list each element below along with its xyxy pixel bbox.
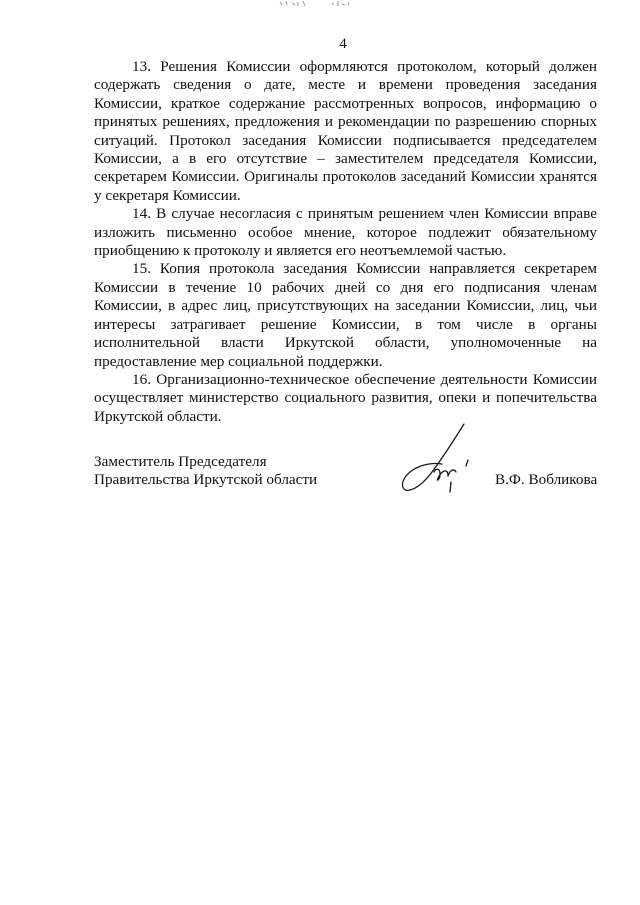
paragraph-14: 14. В случае несогласия с принятым решением член Комиссии вправе изложить письменно особое мнение, которое подлежит обязательному приобщению к протоколу и является его неотъемлемой частью. — [94, 205, 597, 260]
signature-block — [94, 453, 604, 523]
document-body — [94, 58, 597, 426]
scan-artifact-marks — [270, 0, 370, 18]
signer-title-line-2: Правительства Иркутской области — [94, 471, 318, 489]
signer-name: В.Ф. Вобликова — [495, 471, 598, 488]
signer-title-line-1: Заместитель Председателя — [94, 453, 267, 470]
handwritten-signature — [394, 420, 484, 500]
signer-title — [94, 453, 317, 490]
paragraph-16: 16. Организационно-техническое обеспечение деятельности Комиссии осуществляет министерство социального развития, опеки и попечительства Иркутской области. — [94, 370, 597, 425]
paragraph-15: 15. Копия протокола заседания Комиссии направляется секретарем Комиссии в течение 10 рабочих дней со дня его подписания членам Комиссии, в адрес лиц, присутствующих на заседании Комиссии, лиц, чьи интересы затрагивает решение Комиссии, в том числе в органы исполнительной власти Иркутской области, уполномоченные на предоставление мер социальной поддержки. — [94, 260, 597, 370]
page-number: 4 — [339, 36, 347, 52]
paragraph-13: 13. Решения Комиссии оформляются протоколом, который должен содержать сведения о дате, месте и времени проведения заседания Комиссии, краткое содержание рассмотренных вопросов, информацию о принятых решениях, предложения и рекомендации по разрешению спорных ситуаций. Протокол заседания Комиссии подписывается председателем Комиссии, а в его отсутствие – заместителем председателя Комиссии, секретарем Комиссии. Оригиналы протоколов заседаний Комиссии хранятся у секретаря Комиссии. — [94, 58, 597, 204]
